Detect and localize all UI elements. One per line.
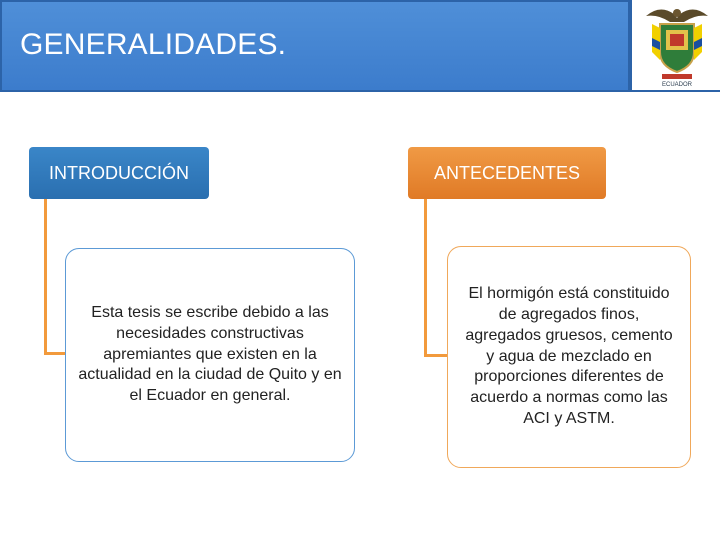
- logo-caption: ECUADOR: [661, 82, 693, 88]
- logo-panel: [630, 0, 720, 92]
- antecedentes-text-box: [447, 246, 691, 468]
- title-banner: [0, 0, 630, 92]
- introduccion-text: Esta tesis se escribe debido a las necesidades constructivas apremiantes que existen en la actualidad en la ciudad de Quito y en el Ecuador en general.: [78, 304, 342, 405]
- coat-of-arms-icon: [638, 2, 716, 90]
- introduccion-text-box: [65, 248, 355, 462]
- introduccion-label: INTRODUCCIÓN: [29, 147, 209, 199]
- slide-title: GENERALIDADES.: [20, 28, 287, 61]
- antecedentes-text: El hormigón está constituido de agregados finos, agregados gruesos, cemento y agua de mezclado en proporciones diferentes de acuerdo a normas como las ACI y ASTM.: [465, 285, 673, 427]
- antecedentes-label: ANTECEDENTES: [408, 147, 606, 199]
